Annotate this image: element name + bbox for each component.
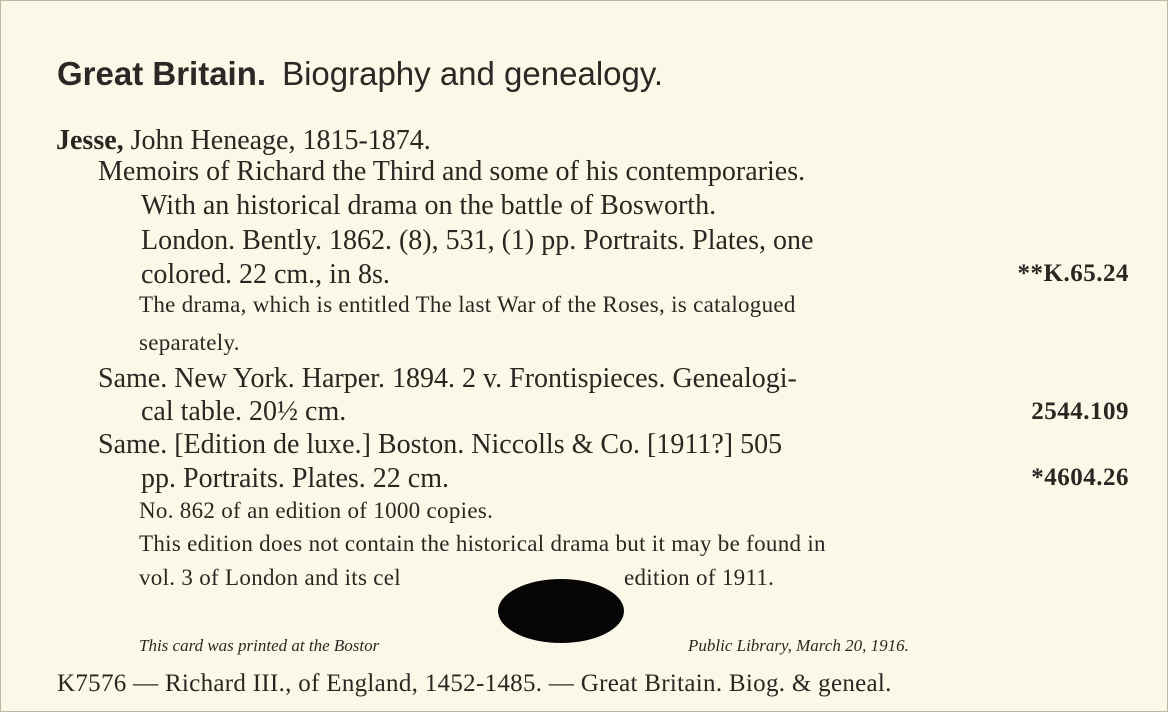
subject-heading-term: Great Britain. [57, 55, 267, 92]
note-drama-line-1: The drama, which is entitled The last War of the Roses, is catalogued [139, 292, 796, 317]
edition-1911-line-1: Same. [Edition de luxe.] Boston. Niccolls & Co. [1911?] 505 [98, 429, 783, 460]
note-edition-line-2-end: edition of 1911. [624, 565, 775, 590]
call-number-1894: 2544.109 [1031, 398, 1129, 425]
tracing-line: K7576 — Richard III., of England, 1452-1485. — Great Britain. Biog. & geneal. [57, 670, 892, 697]
note-edition-line-2-start: vol. 3 of London and its cel [139, 565, 401, 590]
edition-1911-line-2: pp. Portraits. Plates. 22 cm. [141, 463, 449, 494]
printing-note-right: Public Library, March 20, 1916. [688, 636, 909, 655]
author-line [56, 127, 431, 155]
printing-note-left: This card was printed at the Bostor [139, 636, 380, 655]
call-number-main: **K.65.24 [1017, 260, 1129, 287]
title-line-2: With an historical drama on the battle of Bosworth. [141, 190, 717, 221]
author-forenames-dates: John Heneage, 1815-1874. [130, 125, 431, 156]
imprint-line-1: London. Bently. 1862. (8), 531, (1) pp. Portraits. Plates, one [141, 225, 814, 256]
call-number-1911: *4604.26 [1031, 464, 1129, 491]
note-edition-line-1: This edition does not contain the historical drama but it may be found in [139, 531, 826, 556]
title-line-1: Memoirs of Richard the Third and some of his contemporaries. [98, 156, 806, 187]
imprint-line-2: colored. 22 cm., in 8s. [141, 259, 390, 290]
subject-subheading: Biography and genealogy. [282, 55, 664, 92]
note-copies: No. 862 of an edition of 1000 copies. [139, 498, 494, 523]
redaction-blot [498, 579, 624, 643]
edition-1894-line-1: Same. New York. Harper. 1894. 2 v. Frontispieces. Genealogi- [98, 363, 797, 394]
edition-1894-line-2: cal table. 20½ cm. [141, 396, 347, 427]
author-surname: Jesse, [56, 125, 124, 156]
note-drama-line-2: separately. [139, 330, 240, 355]
subject-heading [57, 57, 663, 90]
